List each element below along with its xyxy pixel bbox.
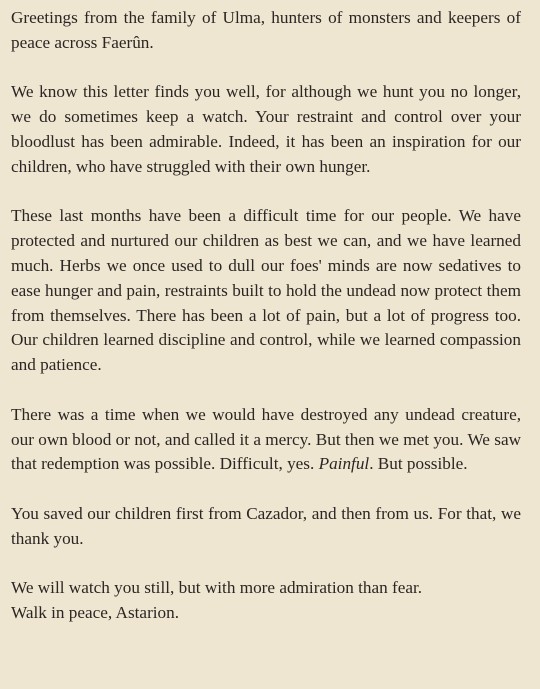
painful-italic: Painful (318, 454, 370, 474)
redemption-end: . But possible. (369, 454, 468, 474)
closing-line-2: Walk in peace, Astarion. (11, 603, 180, 623)
letter-paragraph-redemption (11, 403, 521, 477)
letter-paragraph-watch: We know this letter finds you well, for although we hunt you no longer, we do sometimes keep a watch. Your restraint and control over your bloodlust has been admirable. Indeed, it has been an inspiration for our children, who have struggled with their own hunger. (11, 82, 521, 176)
letter-closing (11, 576, 521, 626)
letter-body (11, 6, 521, 626)
closing-line-1: We will watch you still, but with more admiration than fear. (11, 578, 423, 598)
letter-paragraph-progress: These last months have been a difficult time for our people. We have protected and nurtured our children as best we can, and we have learned much. Herbs we once used to dull our foes' minds are now sedatives to ease hunger and pain, restraints built to hold the undead now protect them from themselves. There has been a lot of pain, but a lot of progress too. Our children learned discipline and control, while we learned compassion and patience. (11, 206, 521, 375)
redemption-text: There was a time when we would have destroyed any undead creature, our own blood or not, and called it a mercy. But then we met you. We saw that redemption was possible. Difficult, yes. (11, 404, 521, 474)
letter-paragraph-thanks: You saved our children first from Cazador, and then from us. For that, we thank you. (11, 503, 521, 548)
letter-greeting: Greetings from the family of Ulma, hunters of monsters and keepers of peace across Faerûn. (11, 8, 521, 52)
